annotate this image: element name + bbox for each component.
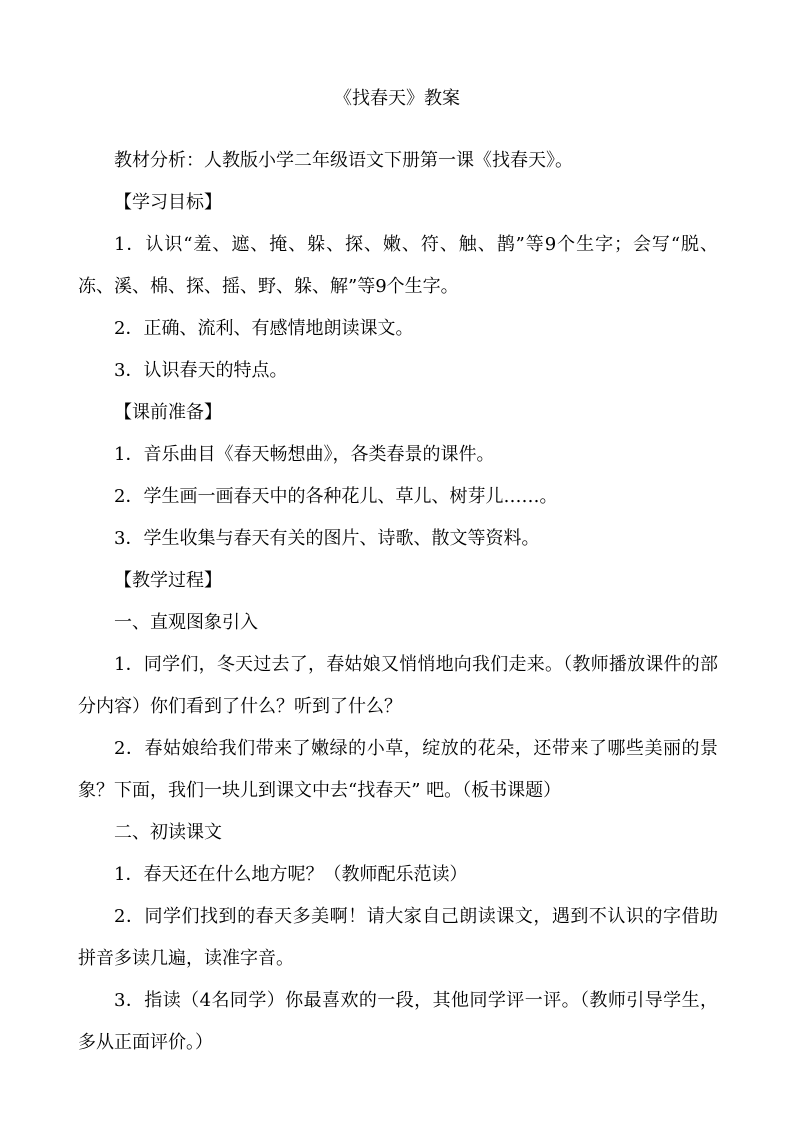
paragraph-goal-2: 2．正确、流利、有感情地朗读课文。 xyxy=(114,318,414,339)
heading-learning-goals: 【学习目标】 xyxy=(114,192,222,213)
document-body xyxy=(78,140,718,1064)
paragraph-process-1-1: 1．同学们，冬天过去了，春姑娘又悄悄地向我们走来。（教师播放课件的部分内容）你们看到了什么？听到了什么？ xyxy=(78,654,718,717)
paragraph-material-analysis: 教材分析：人教版小学二年级语文下册第一课《找春天》。 xyxy=(114,150,573,171)
paragraph-prep-1: 1．音乐曲目《春天畅想曲》，各类春景的课件。 xyxy=(114,444,495,465)
paragraph-process-2-2: 2．同学们找到的春天多美啊！请大家自己朗读课文，遇到不认识的字借助拼音多读几遍，读准字音。 xyxy=(78,906,718,969)
paragraph-process-1-2: 2．春姑娘给我们带来了嫩绿的小草，绽放的花朵，还带来了哪些美丽的景象？下面，我们一块儿到课文中去“找春天” 吧。（板书课题） xyxy=(78,738,718,801)
heading-section-1: 一、直观图象引入 xyxy=(114,612,258,633)
heading-teaching-process: 【教学过程】 xyxy=(114,570,222,591)
paragraph-process-2-1: 1．春天还在什么地方呢？（教师配乐范读） xyxy=(114,864,468,885)
document-title: 《找春天》教案 xyxy=(334,88,460,109)
paragraph-prep-2: 2．学生画一画春天中的各种花儿、草儿、树芽儿……。 xyxy=(114,486,558,507)
paragraph-process-2-3: 3．指读（4名同学）你最喜欢的一段，其他同学评一评。（教师引导学生，多从正面评价。） xyxy=(78,990,718,1053)
paragraph-prep-3: 3．学生收集与春天有关的图片、诗歌、散文等资料。 xyxy=(114,528,540,549)
heading-section-2: 二、初读课文 xyxy=(114,822,222,843)
paragraph-goal-3: 3．认识春天的特点。 xyxy=(114,360,288,381)
heading-preparation: 【课前准备】 xyxy=(114,402,222,423)
paragraph-goal-1: 1．认识“羞、遮、掩、躲、探、嫩、符、触、鹊”等9个生字；会写“脱、冻、溪、棉、探、摇、野、躲、解”等9个生字。 xyxy=(78,234,718,297)
